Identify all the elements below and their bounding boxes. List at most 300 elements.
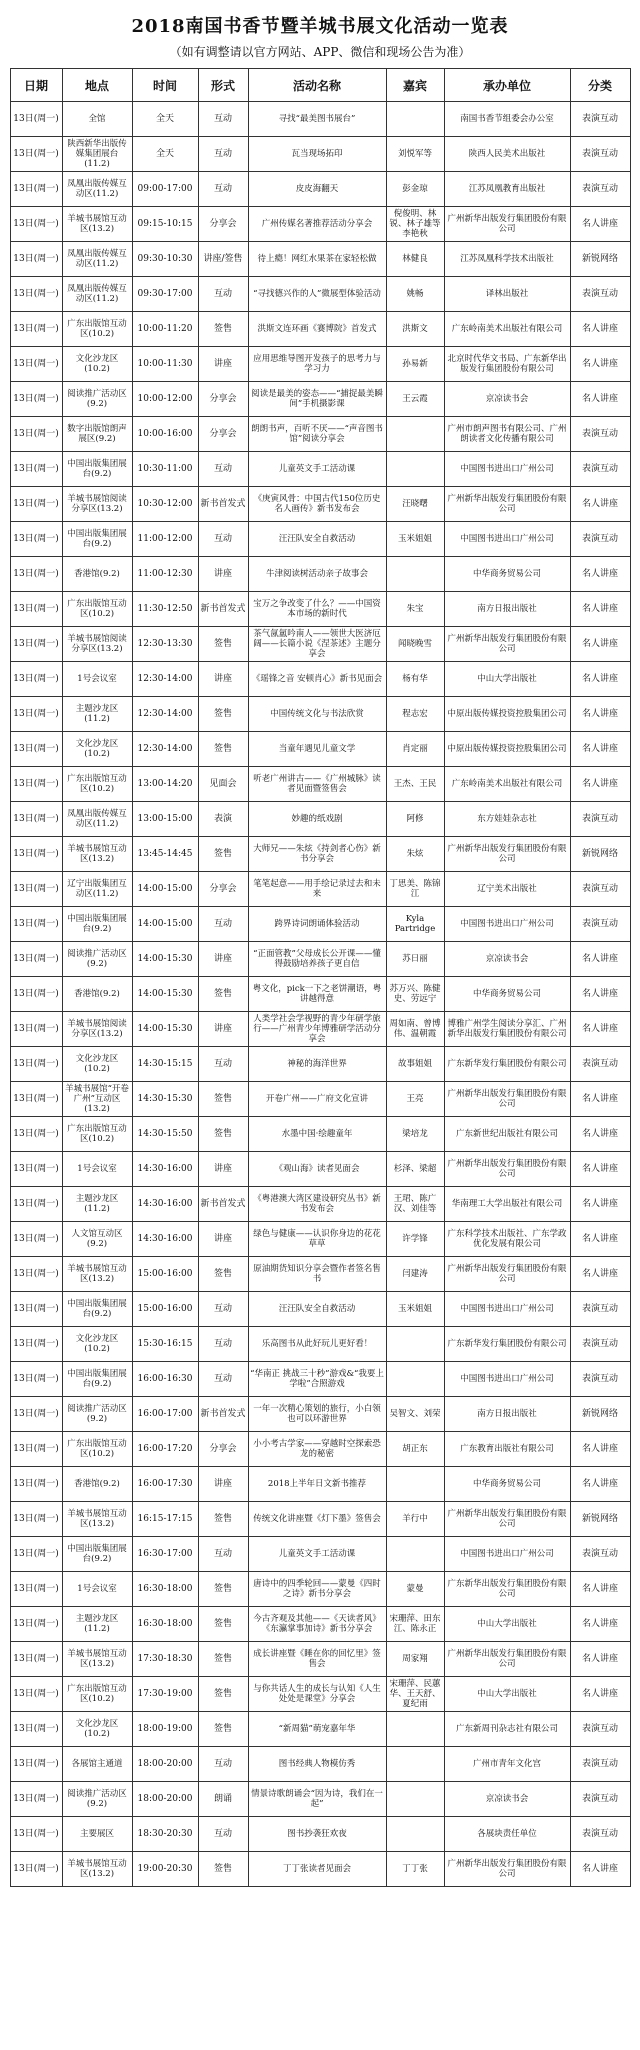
cell-time: 18:00-19:00	[132, 1712, 198, 1747]
cell-activity-name: 一年一次精心策划的旅行，小白领也可以环游世界	[248, 1397, 386, 1432]
cell-time: 09:15-10:15	[132, 207, 198, 242]
cell-guest: 玉米姐姐	[386, 522, 444, 557]
cell-date: 13日(周一)	[10, 697, 62, 732]
cell-date: 13日(周一)	[10, 592, 62, 627]
cell-category: 表演互动	[570, 1327, 630, 1362]
cell-date: 13日(周一)	[10, 1502, 62, 1537]
cell-date: 13日(周一)	[10, 1607, 62, 1642]
cell-category: 名人讲座	[570, 1467, 630, 1502]
table-row	[10, 697, 630, 732]
cell-guest	[386, 417, 444, 452]
cell-date: 13日(周一)	[10, 872, 62, 907]
table-row	[10, 382, 630, 417]
cell-organizer: 中山大学出版社	[444, 1607, 570, 1642]
cell-guest	[386, 452, 444, 487]
cell-venue: 广东出版馆互动区(10.2)	[62, 1117, 132, 1152]
cell-category: 名人讲座	[570, 1677, 630, 1712]
cell-organizer: 南方日报出版社	[444, 1397, 570, 1432]
cell-category: 名人讲座	[570, 1432, 630, 1467]
cell-guest	[386, 1537, 444, 1572]
cell-organizer: 中国图书进出口广州公司	[444, 907, 570, 942]
cell-activity-name: 2018上半年日文新书推荐	[248, 1467, 386, 1502]
cell-activity-name: “华南正 挑战三十秒”游戏&“我要上学啦”合照游戏	[248, 1362, 386, 1397]
cell-activity-name: 成长讲座暨《睡在你的回忆里》签售会	[248, 1642, 386, 1677]
cell-guest	[386, 1712, 444, 1747]
table-row	[10, 522, 630, 557]
cell-organizer: 中华商务贸易公司	[444, 1467, 570, 1502]
cell-guest	[386, 1747, 444, 1782]
cell-activity-name: 丁丁张读者见面会	[248, 1852, 386, 1887]
table-row	[10, 977, 630, 1012]
cell-organizer: 中国图书进出口广州公司	[444, 452, 570, 487]
cell-venue: 凤凰出版传媒互动区(11.2)	[62, 242, 132, 277]
cell-activity-name: 《观山海》读者见面会	[248, 1152, 386, 1187]
cell-organizer: 广州新华出版发行集团股份有限公司	[444, 207, 570, 242]
table-row	[10, 1257, 630, 1292]
cell-format: 签售	[198, 1642, 248, 1677]
cell-format: 互动	[198, 522, 248, 557]
cell-venue: 羊城书展馆互动区(13.2)	[62, 1257, 132, 1292]
cell-venue: 中国出版集团展台(9.2)	[62, 1292, 132, 1327]
cell-venue: 阅读推广活动区(9.2)	[62, 382, 132, 417]
table-row	[10, 802, 630, 837]
cell-guest: 丁思美、陈锦江	[386, 872, 444, 907]
cell-format: 签售	[198, 312, 248, 347]
cell-venue: 广东出版馆互动区(10.2)	[62, 1432, 132, 1467]
cell-format: 签售	[198, 732, 248, 767]
cell-time: 17:30-19:00	[132, 1677, 198, 1712]
cell-format: 新书首发式	[198, 1397, 248, 1432]
cell-activity-name: 儿童英文手工活动课	[248, 452, 386, 487]
cell-format: 互动	[198, 1817, 248, 1852]
cell-guest: 汪晓曙	[386, 487, 444, 522]
cell-guest: 闫建涛	[386, 1257, 444, 1292]
cell-guest: 吴智文、刘荣	[386, 1397, 444, 1432]
cell-activity-name: 应用思维导图开发孩子的思考力与学习力	[248, 347, 386, 382]
cell-organizer: 广东新华发行集团股份有限公司	[444, 1327, 570, 1362]
cell-category: 名人讲座	[570, 1572, 630, 1607]
cell-format: 分享会	[198, 382, 248, 417]
cell-date: 13日(周一)	[10, 1397, 62, 1432]
cell-organizer: 广州新华出版发行集团股份有限公司	[444, 1852, 570, 1887]
cell-organizer: 广州市朗声图书有限公司、广州朗读者文化传播有限公司	[444, 417, 570, 452]
cell-venue: 文化沙龙区(10.2)	[62, 732, 132, 767]
cell-category: 名人讲座	[570, 977, 630, 1012]
cell-time: 16:00-17:30	[132, 1467, 198, 1502]
cell-venue: 羊城书展馆阅读分享区(13.2)	[62, 487, 132, 522]
cell-time: 10:30-11:00	[132, 452, 198, 487]
cell-time: 15:00-16:00	[132, 1292, 198, 1327]
cell-venue: 阅读推广活动区(9.2)	[62, 942, 132, 977]
cell-category: 表演互动	[570, 1747, 630, 1782]
cell-time: 16:30-18:00	[132, 1572, 198, 1607]
table-row	[10, 137, 630, 172]
cell-activity-name: 当童年遇见儿童文学	[248, 732, 386, 767]
cell-organizer: 江苏凤凰科学技术出版社	[444, 242, 570, 277]
cell-format: 签售	[198, 1502, 248, 1537]
cell-activity-name: 情景诗歌朗诵会“因为诗，我们在一起”	[248, 1782, 386, 1817]
cell-guest: 梁培龙	[386, 1117, 444, 1152]
cell-venue: 阅读推广活动区(9.2)	[62, 1397, 132, 1432]
cell-category: 新锐网络	[570, 1397, 630, 1432]
cell-organizer: 各展块责任单位	[444, 1817, 570, 1852]
cell-category: 名人讲座	[570, 942, 630, 977]
cell-format: 讲座	[198, 1467, 248, 1502]
cell-time: 14:00-15:30	[132, 1012, 198, 1047]
cell-category: 名人讲座	[570, 1607, 630, 1642]
cell-guest: 蒙曼	[386, 1572, 444, 1607]
cell-format: 讲座/签售	[198, 242, 248, 277]
table-row	[10, 1852, 630, 1887]
activity-table	[10, 68, 631, 1887]
cell-venue: 1号会议室	[62, 662, 132, 697]
cell-venue: 中国出版集团展台(9.2)	[62, 1537, 132, 1572]
cell-venue: 羊城书展馆“开卷广州”互动区(13.2)	[62, 1082, 132, 1117]
cell-guest: 林健良	[386, 242, 444, 277]
cell-time: 10:00-11:30	[132, 347, 198, 382]
cell-format: 互动	[198, 277, 248, 312]
cell-venue: 香港馆(9.2)	[62, 557, 132, 592]
cell-guest: 闻晓晚雪	[386, 627, 444, 662]
cell-activity-name: 听老广州讲古——《广州城脉》读者见面暨签售会	[248, 767, 386, 802]
cell-guest: 刘悦军等	[386, 137, 444, 172]
table-row	[10, 627, 630, 662]
cell-category: 名人讲座	[570, 627, 630, 662]
table-row	[10, 102, 630, 137]
table-row	[10, 942, 630, 977]
cell-activity-name: 皮皮海翻天	[248, 172, 386, 207]
cell-category: 表演互动	[570, 1782, 630, 1817]
cell-format: 签售	[198, 627, 248, 662]
cell-organizer: 广州新华出版发行集团股份有限公司	[444, 1502, 570, 1537]
cell-time: 16:30-18:00	[132, 1607, 198, 1642]
cell-category: 表演互动	[570, 137, 630, 172]
cell-organizer: 中山大学出版社	[444, 662, 570, 697]
table-row	[10, 1152, 630, 1187]
cell-category: 名人讲座	[570, 382, 630, 417]
cell-venue: 各展馆主通道	[62, 1747, 132, 1782]
document-subtitle: （如有调整请以官方网站、APP、微信和现场公告为准）	[169, 45, 471, 59]
cell-format: 见面会	[198, 767, 248, 802]
cell-organizer: 译林出版社	[444, 277, 570, 312]
cell-category: 名人讲座	[570, 487, 630, 522]
cell-activity-name: 神秘的海洋世界	[248, 1047, 386, 1082]
cell-guest: 王云霞	[386, 382, 444, 417]
cell-activity-name: 原油期货知识分享会暨作者签名售书	[248, 1257, 386, 1292]
cell-date: 13日(周一)	[10, 732, 62, 767]
cell-date: 13日(周一)	[10, 207, 62, 242]
cell-organizer: 中华商务贸易公司	[444, 557, 570, 592]
cell-date: 13日(周一)	[10, 452, 62, 487]
cell-time: 16:00-16:30	[132, 1362, 198, 1397]
cell-activity-name: 乐高图书从此好玩儿更好看！	[248, 1327, 386, 1362]
cell-category: 表演互动	[570, 172, 630, 207]
table-row	[10, 1187, 630, 1222]
cell-time: 17:30-18:30	[132, 1642, 198, 1677]
table-row	[10, 452, 630, 487]
cell-date: 13日(周一)	[10, 662, 62, 697]
table-row	[10, 872, 630, 907]
cell-organizer: 广东岭南美术出版社有限公司	[444, 312, 570, 347]
cell-category: 新锐网络	[570, 1502, 630, 1537]
cell-category: 名人讲座	[570, 592, 630, 627]
table-row	[10, 767, 630, 802]
cell-activity-name: 寻找“最美图书展台”	[248, 102, 386, 137]
cell-guest	[386, 1782, 444, 1817]
document-title: 2018南国书香节暨羊城书展文化活动一览表	[131, 16, 509, 37]
cell-guest: 许学锋	[386, 1222, 444, 1257]
cell-venue: 文化沙龙区(10.2)	[62, 1047, 132, 1082]
table-row	[10, 732, 630, 767]
header-time: 时间	[132, 69, 198, 102]
cell-guest: 朱宝	[386, 592, 444, 627]
cell-format: 互动	[198, 1292, 248, 1327]
cell-format: 表演	[198, 802, 248, 837]
cell-format: 讲座	[198, 662, 248, 697]
cell-date: 13日(周一)	[10, 1712, 62, 1747]
cell-activity-name: “正面管教”父母成长公开课——懂得鼓励培养孩子更自信	[248, 942, 386, 977]
cell-date: 13日(周一)	[10, 557, 62, 592]
header-activity-name: 活动名称	[248, 69, 386, 102]
table-header-row	[10, 69, 630, 102]
table-row	[10, 417, 630, 452]
cell-date: 13日(周一)	[10, 102, 62, 137]
cell-time: 11:00-12:00	[132, 522, 198, 557]
cell-time: 14:30-16:00	[132, 1222, 198, 1257]
cell-category: 名人讲座	[570, 1222, 630, 1257]
cell-date: 13日(周一)	[10, 1642, 62, 1677]
cell-date: 13日(周一)	[10, 1362, 62, 1397]
cell-venue: 1号会议室	[62, 1572, 132, 1607]
cell-activity-name: 汪汪队安全自救活动	[248, 1292, 386, 1327]
cell-format: 朗诵	[198, 1782, 248, 1817]
cell-format: 分享会	[198, 1432, 248, 1467]
cell-activity-name: 绿色与健康——认识你身边的花花草草	[248, 1222, 386, 1257]
cell-category: 表演互动	[570, 1047, 630, 1082]
cell-guest: 王亮	[386, 1082, 444, 1117]
cell-organizer: 辽宁美术出版社	[444, 872, 570, 907]
cell-category: 名人讲座	[570, 1187, 630, 1222]
cell-organizer: 广东岭南美术出版社有限公司	[444, 767, 570, 802]
cell-venue: 广东出版馆互动区(10.2)	[62, 312, 132, 347]
cell-time: 14:30-15:15	[132, 1047, 198, 1082]
cell-time: 15:30-16:15	[132, 1327, 198, 1362]
cell-organizer: 南国书香节组委会办公室	[444, 102, 570, 137]
cell-activity-name: 跨界诗词朗诵体验活动	[248, 907, 386, 942]
table-row	[10, 1362, 630, 1397]
cell-venue: 主要展区	[62, 1817, 132, 1852]
cell-organizer: 京凉读书会	[444, 382, 570, 417]
cell-category: 名人讲座	[570, 347, 630, 382]
cell-category: 名人讲座	[570, 1642, 630, 1677]
cell-venue: 主题沙龙区(11.2)	[62, 697, 132, 732]
cell-category: 表演互动	[570, 1817, 630, 1852]
cell-time: 12:30-14:00	[132, 697, 198, 732]
cell-format: 讲座	[198, 942, 248, 977]
cell-format: 互动	[198, 907, 248, 942]
cell-category: 名人讲座	[570, 312, 630, 347]
cell-guest: 姚畅	[386, 277, 444, 312]
cell-time: 11:30-12:50	[132, 592, 198, 627]
cell-organizer: 北京时代华文书局、广东新华出版发行集团股份有限公司	[444, 347, 570, 382]
cell-organizer: 博雅广州学生阅读分享汇、广州新华出版发行集团股份有限公司	[444, 1012, 570, 1047]
table-row	[10, 837, 630, 872]
cell-category: 名人讲座	[570, 557, 630, 592]
header-date: 日期	[10, 69, 62, 102]
table-row	[10, 487, 630, 522]
cell-guest: 肖定丽	[386, 732, 444, 767]
cell-venue: 中国出版集团展台(9.2)	[62, 1362, 132, 1397]
cell-time: 15:00-16:00	[132, 1257, 198, 1292]
cell-guest: 彭金琼	[386, 172, 444, 207]
cell-organizer: 中国图书进出口广州公司	[444, 522, 570, 557]
cell-activity-name: 大师兄——朱炫《持剑者心伤》新书分享会	[248, 837, 386, 872]
cell-guest: 杉泽、梁超	[386, 1152, 444, 1187]
header-guest: 嘉宾	[386, 69, 444, 102]
cell-activity-name: 儿童英文手工活动课	[248, 1537, 386, 1572]
cell-venue: 羊城书展馆互动区(13.2)	[62, 1642, 132, 1677]
cell-guest: 玉米姐姐	[386, 1292, 444, 1327]
table-row	[10, 1222, 630, 1257]
cell-organizer: 华南理工大学出版社有限公司	[444, 1187, 570, 1222]
cell-activity-name: 朗朗书声，百听不厌——“声音图书馆”阅读分享会	[248, 417, 386, 452]
cell-date: 13日(周一)	[10, 942, 62, 977]
cell-venue: 广东出版馆互动区(10.2)	[62, 592, 132, 627]
table-row	[10, 1747, 630, 1782]
cell-format: 互动	[198, 1362, 248, 1397]
cell-date: 13日(周一)	[10, 347, 62, 382]
cell-venue: 羊城书展馆互动区(13.2)	[62, 207, 132, 242]
cell-date: 13日(周一)	[10, 907, 62, 942]
cell-category: 表演互动	[570, 802, 630, 837]
cell-date: 13日(周一)	[10, 837, 62, 872]
cell-venue: 凤凰出版传媒互动区(11.2)	[62, 277, 132, 312]
table-body	[10, 102, 630, 1887]
cell-time: 16:30-17:00	[132, 1537, 198, 1572]
table-row	[10, 592, 630, 627]
cell-format: 讲座	[198, 347, 248, 382]
cell-time: 14:00-15:30	[132, 942, 198, 977]
cell-date: 13日(周一)	[10, 522, 62, 557]
table-row	[10, 907, 630, 942]
cell-category: 表演互动	[570, 417, 630, 452]
cell-category: 名人讲座	[570, 1082, 630, 1117]
header-category: 分类	[570, 69, 630, 102]
table-row	[10, 347, 630, 382]
cell-category: 表演互动	[570, 277, 630, 312]
cell-time: 18:00-20:00	[132, 1747, 198, 1782]
cell-category: 名人讲座	[570, 662, 630, 697]
cell-category: 新锐网络	[570, 837, 630, 872]
cell-venue: 羊城书展馆阅读分享区(13.2)	[62, 627, 132, 662]
cell-venue: 文化沙龙区(10.2)	[62, 347, 132, 382]
cell-organizer: 中原出版传媒投资控股集团公司	[444, 697, 570, 732]
cell-date: 13日(周一)	[10, 1677, 62, 1712]
table-row	[10, 1817, 630, 1852]
cell-date: 13日(周一)	[10, 627, 62, 662]
cell-venue: 1号会议室	[62, 1152, 132, 1187]
cell-guest	[386, 1362, 444, 1397]
cell-guest: 孙易新	[386, 347, 444, 382]
table-row	[10, 207, 630, 242]
cell-format: 互动	[198, 1537, 248, 1572]
cell-activity-name: 《庚寅风骨：中国古代150位历史名人画传》新书发布会	[248, 487, 386, 522]
cell-organizer: 中国图书进出口广州公司	[444, 1362, 570, 1397]
cell-activity-name: 瓦当现场拓印	[248, 137, 386, 172]
cell-format: 互动	[198, 1747, 248, 1782]
cell-time: 14:30-15:50	[132, 1117, 198, 1152]
header-venue: 地点	[62, 69, 132, 102]
cell-date: 13日(周一)	[10, 1327, 62, 1362]
cell-date: 13日(周一)	[10, 767, 62, 802]
cell-format: 分享会	[198, 872, 248, 907]
cell-category: 表演互动	[570, 1362, 630, 1397]
cell-category: 表演互动	[570, 102, 630, 137]
table-row	[10, 312, 630, 347]
cell-format: 互动	[198, 172, 248, 207]
cell-venue: 中国出版集团展台(9.2)	[62, 452, 132, 487]
cell-date: 13日(周一)	[10, 1187, 62, 1222]
cell-date: 13日(周一)	[10, 1747, 62, 1782]
table-row	[10, 1502, 630, 1537]
cell-category: 名人讲座	[570, 1152, 630, 1187]
cell-time: 14:00-15:00	[132, 872, 198, 907]
cell-activity-name: 唐诗中的四季轮回——蒙曼《四时之诗》新书分享会	[248, 1572, 386, 1607]
cell-date: 13日(周一)	[10, 242, 62, 277]
cell-category: 名人讲座	[570, 1117, 630, 1152]
cell-date: 13日(周一)	[10, 1257, 62, 1292]
cell-format: 签售	[198, 1082, 248, 1117]
cell-time: 13:00-14:20	[132, 767, 198, 802]
cell-venue: 主题沙龙区(11.2)	[62, 1187, 132, 1222]
cell-date: 13日(周一)	[10, 172, 62, 207]
cell-date: 13日(周一)	[10, 487, 62, 522]
cell-category: 表演互动	[570, 872, 630, 907]
cell-time: 18:00-20:00	[132, 1782, 198, 1817]
cell-organizer: 广州新华出版发行集团股份有限公司	[444, 1257, 570, 1292]
cell-organizer: 广东科学技术出版社、广东学政优化发展有限公司	[444, 1222, 570, 1257]
cell-activity-name: 洪斯文连环画《赛博院》首发式	[248, 312, 386, 347]
cell-organizer: 广州市青年文化宫	[444, 1747, 570, 1782]
cell-guest: 朱炫	[386, 837, 444, 872]
cell-organizer: 东方娃娃杂志社	[444, 802, 570, 837]
cell-activity-name: 《瑶锋之音 安顿肖心》新书见面会	[248, 662, 386, 697]
cell-time: 14:00-15:30	[132, 977, 198, 1012]
cell-time: 14:30-16:00	[132, 1152, 198, 1187]
cell-organizer: 广东新华发行集团股份有限公司	[444, 1047, 570, 1082]
cell-time: 09:00-17:00	[132, 172, 198, 207]
cell-guest	[386, 102, 444, 137]
cell-format: 签售	[198, 1257, 248, 1292]
cell-venue: 香港馆(9.2)	[62, 977, 132, 1012]
cell-time: 09:30-17:00	[132, 277, 198, 312]
cell-guest: 苏万兴、陈健史、劳远宁	[386, 977, 444, 1012]
cell-date: 13日(周一)	[10, 977, 62, 1012]
cell-category: 名人讲座	[570, 1257, 630, 1292]
cell-guest: 胡正东	[386, 1432, 444, 1467]
cell-organizer: 陕西人民美术出版社	[444, 137, 570, 172]
cell-date: 13日(周一)	[10, 1047, 62, 1082]
cell-category: 名人讲座	[570, 1852, 630, 1887]
cell-format: 签售	[198, 1117, 248, 1152]
cell-time: 11:00-12:30	[132, 557, 198, 592]
cell-category: 表演互动	[570, 1537, 630, 1572]
cell-activity-name: 图书经典人物模仿秀	[248, 1747, 386, 1782]
cell-date: 13日(周一)	[10, 1572, 62, 1607]
cell-format: 互动	[198, 1047, 248, 1082]
cell-venue: 陕西新华出版传媒集团展台(11.2)	[62, 137, 132, 172]
table-row	[10, 172, 630, 207]
